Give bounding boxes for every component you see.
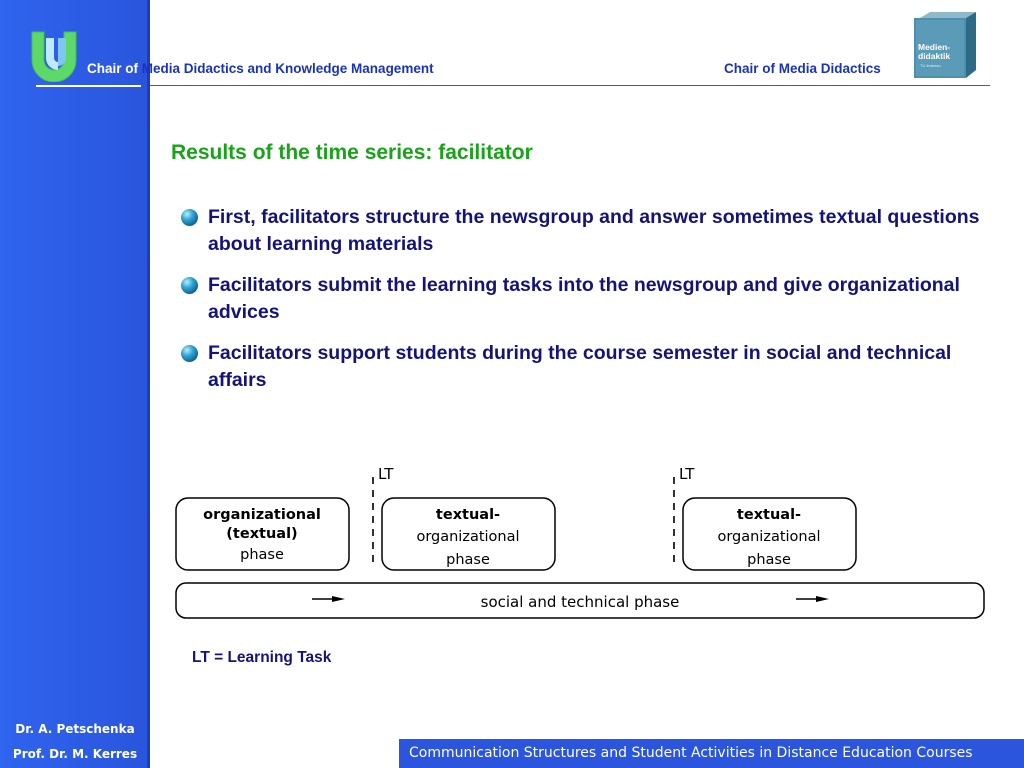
- box2-line1: textual-: [435, 507, 501, 523]
- cube-text-1: Medien-: [918, 42, 951, 52]
- bullet-text: First, facilitators structure the newsgroup and answer sometimes textual questions about learning materials: [208, 206, 980, 255]
- bullet-sphere-icon: [181, 277, 198, 294]
- box2-line3: phase: [446, 552, 490, 568]
- footer-author-2: Prof. Dr. M. Kerres: [12, 747, 138, 761]
- lt-marker-label: LT: [679, 465, 695, 483]
- box3-line1: textual-: [736, 507, 802, 523]
- box1-line2: (textual): [226, 526, 298, 542]
- phase-diagram: [170, 455, 994, 630]
- bullet-sphere-icon: [181, 209, 198, 226]
- left-sidebar: [0, 0, 150, 768]
- bullet-sphere-icon: [181, 345, 198, 362]
- cube-text-3: TU Ilmenau: [920, 63, 941, 68]
- header-underline: [150, 85, 990, 86]
- lt-marker-label: LT: [378, 465, 394, 483]
- cube-text-2: didaktik: [918, 51, 951, 61]
- slide-title: Results of the time series: facilitator: [171, 141, 533, 164]
- header-underline-left: [36, 85, 141, 87]
- bullet-item: [181, 204, 1001, 258]
- bullet-list: [181, 204, 1001, 408]
- header-right-label: Chair of Media Didactics: [724, 61, 881, 76]
- box2-line2: organizational: [416, 529, 520, 545]
- header-title: Chair of Media Didactics and Knowledge Management: [87, 61, 434, 76]
- box3-line2: organizational: [717, 529, 821, 545]
- bullet-item: [181, 340, 1001, 394]
- bullet-text: Facilitators submit the learning tasks into the newsgroup and give organizational advices: [208, 274, 960, 323]
- box1-line3: phase: [240, 547, 284, 563]
- media-didactics-cube-logo: [912, 12, 982, 80]
- bottom-bar-label: social and technical phase: [480, 593, 680, 611]
- lt-legend-note: LT = Learning Task: [192, 649, 332, 666]
- bullet-text: Facilitators support students during the course semester in social and technical affairs: [208, 342, 952, 391]
- footer-title-bar: [399, 739, 1024, 768]
- box3-line3: phase: [747, 552, 791, 568]
- box1-line1: organizational: [203, 507, 321, 523]
- sidebar-edge: [147, 0, 150, 768]
- footer-author-1: Dr. A. Petschenka: [15, 722, 135, 736]
- university-logo-icon: [28, 28, 80, 82]
- footer-course-title: Communication Structures and Student Activities in Distance Education Courses: [409, 745, 973, 761]
- bullet-item: [181, 272, 1001, 326]
